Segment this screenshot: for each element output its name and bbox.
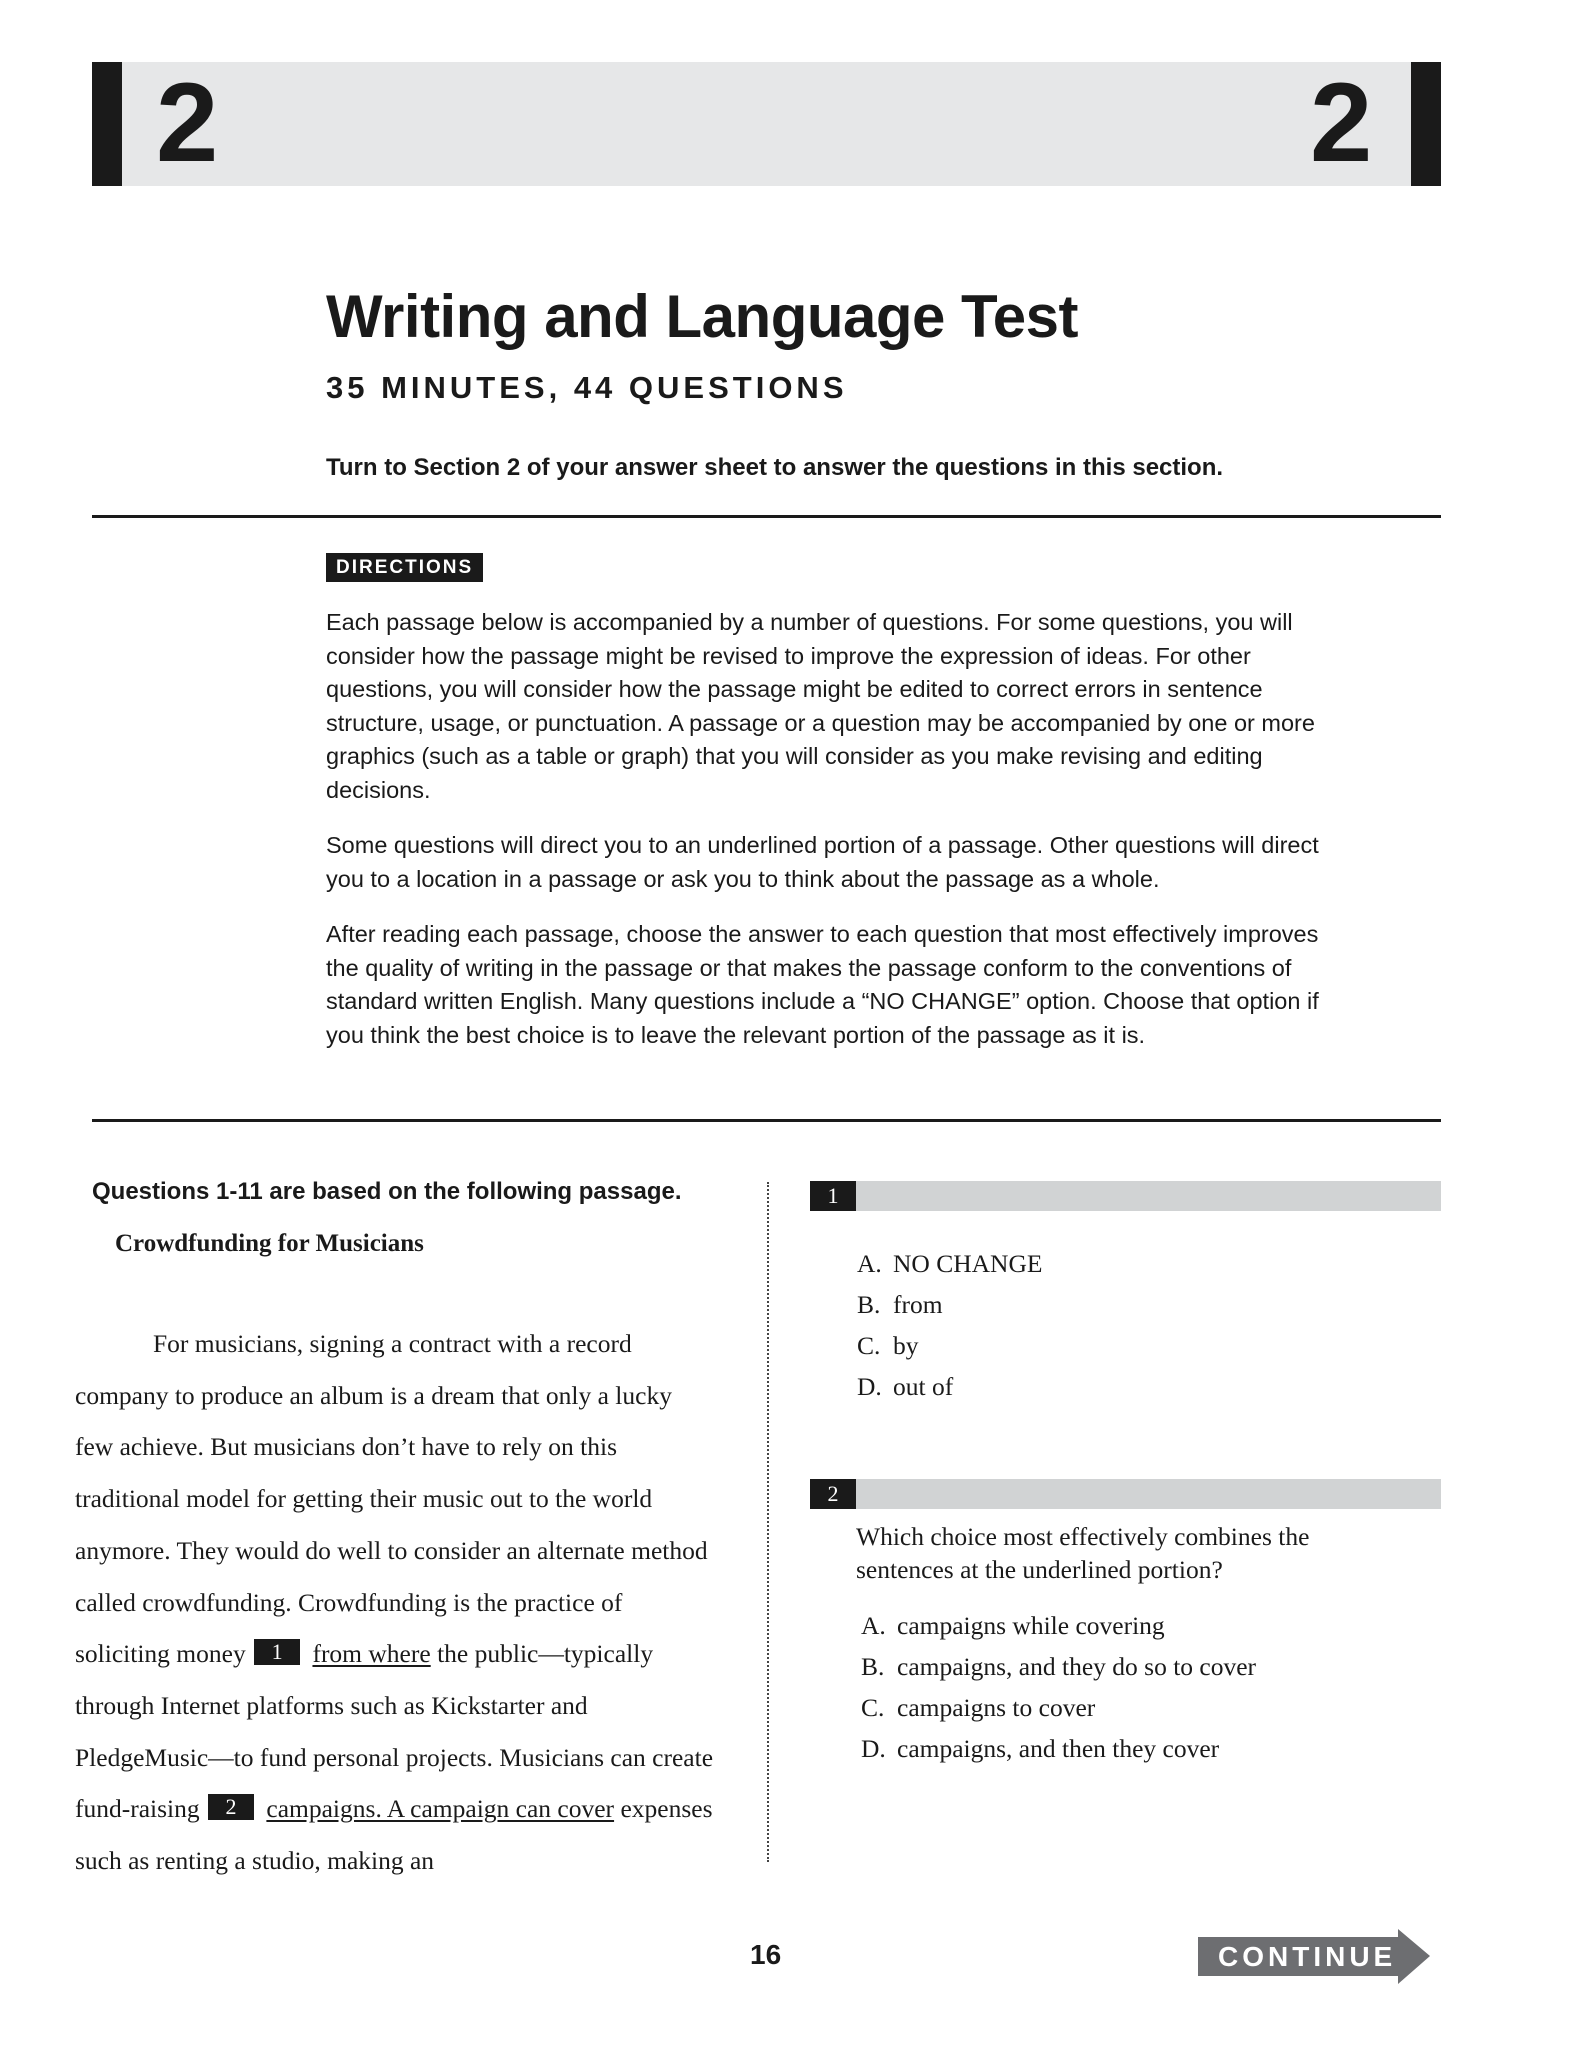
question-1-option-c[interactable]: [857, 1325, 1042, 1366]
option-text: from: [893, 1290, 943, 1319]
question-marker-2[interactable]: 2: [208, 1794, 254, 1820]
passage-text-segment-2: the public—typically through Internet platforms such as Kickstarter and PledgeMusic—to fund personal projects. Musicians can create fund-raising: [75, 1639, 714, 1824]
test-subtitle: 35 MINUTES, 44 QUESTIONS: [326, 370, 848, 405]
underlined-portion-1[interactable]: from where: [312, 1639, 431, 1669]
directions-label: DIRECTIONS: [326, 553, 483, 582]
section-header-right-bar: [1411, 62, 1441, 186]
question-2-option-a[interactable]: [861, 1605, 1256, 1646]
section-number-left: 2: [156, 60, 219, 185]
page-number: 16: [750, 1939, 782, 1970]
option-text: campaigns, and then they cover: [897, 1734, 1220, 1763]
option-letter: A.: [857, 1249, 882, 1278]
section-header-band: [92, 62, 1441, 186]
question-2-number: 2: [810, 1479, 856, 1509]
question-1-header-bar: [810, 1181, 1441, 1211]
question-2-header-bar: [810, 1479, 1441, 1509]
section-header-left-bar: [92, 62, 122, 186]
answer-sheet-instruction: Turn to Section 2 of your answer sheet to answer the questions in this section.: [326, 454, 1224, 481]
question-1-option-b[interactable]: [857, 1284, 1042, 1325]
passage-title: Crowdfunding for Musicians: [115, 1230, 424, 1257]
passage-text-segment-1: For musicians, signing a contract with a record company to produce an album is a dream that only a lucky few achieve. But musicians don’t have to rely on this traditional model for getting their music out to the world anymore. They would do well to consider an alternate method called crowdfunding. Crowdfunding is the practice of soliciting money: [75, 1329, 708, 1669]
option-letter: A.: [861, 1611, 886, 1640]
option-text: by: [893, 1331, 919, 1360]
question-1-number: 1: [810, 1181, 856, 1211]
option-text: out of: [893, 1372, 954, 1401]
question-2-prompt: Which choice most effectively combines the sentences at the underlined portion?: [856, 1522, 1310, 1584]
option-text: campaigns while covering: [897, 1611, 1165, 1640]
question-marker-1[interactable]: 1: [254, 1639, 300, 1665]
test-title: Writing and Language Test: [326, 283, 1078, 350]
continue-button[interactable]: [1198, 1929, 1430, 1984]
section-number-right: 2: [1310, 60, 1373, 185]
passage-heading: Questions 1-11 are based on the following passage.: [92, 1178, 682, 1205]
option-letter: C.: [861, 1693, 885, 1722]
directions-body: [326, 606, 1326, 1074]
option-letter: D.: [857, 1372, 882, 1401]
directions-paragraph-3: After reading each passage, choose the answer to each question that most effectively improves the quality of writing in the passage or that makes the passage conform to the conventions of standard written English. Many questions include a “NO CHANGE” option. Choose that option if you think the best choice is to leave the relevant portion of the passage as it is.: [326, 921, 1319, 1048]
option-letter: B.: [857, 1290, 881, 1319]
top-divider-rule: [92, 515, 1441, 518]
directions-paragraph-2: Some questions will direct you to an underlined portion of a passage. Other questions will direct you to a location in a passage or ask you to think about the passage as a whole.: [326, 832, 1319, 892]
option-text: NO CHANGE: [893, 1249, 1043, 1278]
question-1-options: [857, 1243, 1042, 1407]
question-2-options: [861, 1605, 1256, 1769]
directions-paragraph-1: Each passage below is accompanied by a number of questions. For some questions, you will consider how the passage might be revised to improve the expression of ideas. For other questions, you will consider how the passage might be edited to correct errors in sentence structure, usage, or punctuation. A passage or a question may be accompanied by one or more graphics (such as a table or graph) that you will consider as you make revising and editing decisions.: [326, 609, 1315, 803]
continue-label: CONTINUE: [1218, 1941, 1397, 1972]
option-letter: C.: [857, 1331, 881, 1360]
passage-text-segment-3: expenses such as renting a studio, making an: [75, 1794, 713, 1876]
question-2-option-b[interactable]: [861, 1646, 1256, 1687]
option-text: campaigns to cover: [897, 1693, 1096, 1722]
passage-text: [75, 1318, 715, 1887]
option-text: campaigns, and they do so to cover: [897, 1652, 1257, 1681]
column-divider: [767, 1182, 769, 1862]
option-letter: B.: [861, 1652, 885, 1681]
question-1-option-d[interactable]: [857, 1366, 1042, 1407]
bottom-divider-rule: [92, 1119, 1441, 1122]
question-2-option-d[interactable]: [861, 1728, 1256, 1769]
question-2-option-c[interactable]: [861, 1687, 1256, 1728]
underlined-portion-2[interactable]: campaigns. A campaign can cover: [266, 1794, 615, 1824]
question-1-option-a[interactable]: [857, 1243, 1042, 1284]
option-letter: D.: [861, 1734, 886, 1763]
